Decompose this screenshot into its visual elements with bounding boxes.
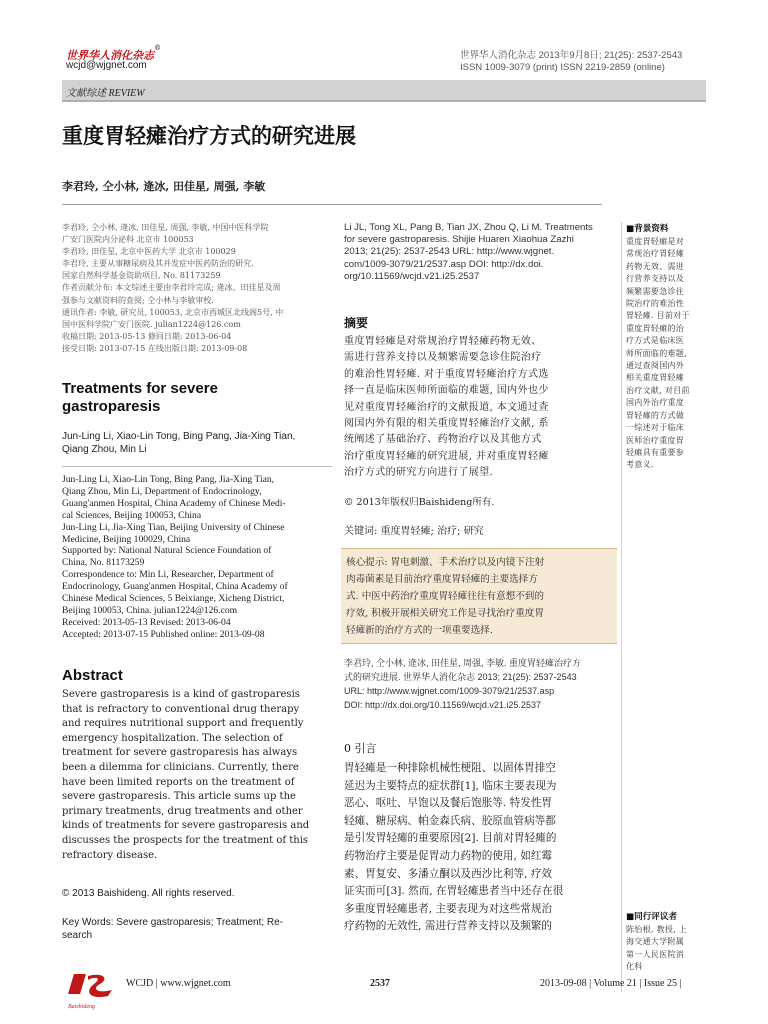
background-line: 相关重度胃轻瘫 (626, 373, 685, 383)
aff-en-line: Beijing 100053, China. julian1224@126.com (62, 604, 238, 616)
abstract-cn-line: 需进行营养支持以及频繁需要急诊住院治疗 (344, 352, 542, 364)
aff-en-line: China, No. 81173259 (62, 557, 145, 569)
citation-en (344, 222, 616, 283)
header-issn: ISSN 1009-3079 (print) ISSN 2219-2859 (online) (460, 62, 665, 73)
english-title-line: gastroparesis (62, 398, 161, 415)
background-body (626, 236, 708, 472)
intro-line: 药物治疗主要是促胃动力药物的使用, 如红霉 (344, 849, 553, 862)
aff-en-line: Jun-Ling Li, Jia-Xing Tian, Beijing University of Chinese (62, 521, 285, 533)
aff-en-line: Qiang Zhou, Min Li, Department of Endocrinology, (62, 485, 262, 497)
header-email: wcjd@wjgnet.com (66, 60, 147, 71)
core-tip-line: 式. 中医中药治疗重度胃轻瘫往往有意想不到的 (346, 591, 544, 602)
aff-cn-line: 收稿日期: 2013-05-13 修回日期: 2013-06-04 (62, 331, 232, 341)
citation-line: com/1009-3079/21/2537.asp DOI: http://dx.doi. (344, 258, 544, 270)
journal-logo-text: 世界华人消化杂志 (66, 49, 154, 62)
intro-line: 延迟为主要特点的症状群[1], 临床主要表现为 (344, 779, 557, 792)
intro-line: 素、胃复安、多潘立酮以及西沙比利等, 疗效 (344, 867, 553, 880)
footer-right: 2013-09-08 | Volume 21 | Issue 25 | (540, 978, 682, 989)
intro-heading: 0 引言 (344, 742, 377, 755)
background-line: 频繁需要急诊住 (626, 286, 685, 296)
background-line: 重度胃轻瘫是对 (626, 237, 685, 246)
publisher-logo (66, 968, 126, 1012)
section-bar (62, 80, 706, 100)
abstract-cn-line: 择一直是临床医师所面临的难题, 国内外也少 (344, 385, 549, 397)
copyright-cn: © 2013年版权归Baishideng所有. (344, 497, 495, 508)
abstract-line: refractory disease. (62, 849, 158, 861)
aff-cn-line: 作者贡献分布: 本文综述主要由李君玲完成; 逄冰、田佳星及周 (62, 283, 281, 293)
core-tip-text (346, 554, 616, 639)
intro-body (344, 760, 616, 936)
aff-en-line: Received: 2013-05-13 Revised: 2013-06-04 (62, 616, 231, 628)
background-heading: ■背景资料 (626, 224, 669, 234)
aff-cn-line: 通讯作者: 李敏, 研究员, 100053, 北京市西城区北线阁5号, 中 (62, 307, 284, 317)
aff-cn-line: 接受日期: 2013-07-15 在线出版日期: 2013-09-08 (62, 343, 248, 353)
background-line: 常规治疗胃轻瘫 (626, 249, 685, 259)
intro-line: 恶心、呕吐、早饱以及餐后饱胀等. 特发性胃 (344, 797, 553, 810)
abstract-cn-line: 治疗重度胃轻瘫的研究进展, 并对重度胃轻瘫 (344, 450, 549, 462)
background-line: 胃轻瘫. 目前对于 (626, 311, 690, 321)
abstract-line: have been limited reports on the treatment of (62, 776, 295, 788)
peer-reviewer-line: 第一人民医院消 (626, 949, 685, 959)
copyright-en: © 2013 Baishideng. All rights reserved. (62, 888, 235, 899)
aff-en-line: Accepted: 2013-07-15 Published online: 2013-09-08 (62, 628, 265, 640)
aff-cn-line: 李君玲, 田佳星, 北京中医药大学 北京市 100029 (62, 247, 236, 257)
core-tip-line: 轻瘫新的治疗方式的一项重要选择. (346, 625, 493, 636)
registered-mark: ® (154, 44, 161, 52)
sidebar-divider (621, 222, 622, 992)
background-line: 行营养支持以及 (626, 274, 685, 284)
abstract-cn-heading: 摘要 (344, 316, 369, 330)
section-label: 文献综述 REVIEW (66, 88, 145, 99)
core-tip-line: 肉毒菌素是目前治疗重度胃轻瘫的主要选择方 (346, 574, 538, 585)
abstract-cn-line: 阅国内外有限的相关重度胃轻瘫治疗文献, 系 (344, 418, 549, 430)
footer-page-number: 2537 (370, 978, 390, 989)
affiliations-en (62, 474, 334, 641)
aff-en-line: Medicine, Beijing 100029, China (62, 533, 191, 545)
authors-rule (62, 466, 332, 467)
abstract-cn-line: 统阐述了基础治疗、药物治疗以及其他方式 (344, 434, 542, 446)
intro-line: 胃轻瘫是一种排除机械性梗阻、以固体胃排空 (344, 762, 556, 774)
publisher-logo-text: Baishideng (68, 1004, 95, 1010)
aff-cn-line: 李君玲, 主要从事糖尿病及其并发症中医药防治的研究. (62, 259, 254, 269)
citation-line: for severe gastroparesis. Shijie Huaren Xiaohua Zazhi (344, 234, 574, 246)
background-line: 师所面临的难题, (626, 348, 687, 358)
aff-cn-line: 国家自然科学基金资助项目, No. 81173259 (62, 271, 221, 281)
aff-cn-line: 强参与文献资料的查阅; 仝小林与李敏审校. (62, 295, 214, 305)
peer-reviewer-line: 陈怡根, 教授, 上 (626, 925, 688, 934)
citation-cn-line: 式的研究进展. 世界华人消化杂志 2013; 21(25): 2537-2543 (344, 672, 577, 682)
abstract-line: that is refractory to conventional drug therapy (62, 703, 300, 715)
abstract-heading: Abstract (62, 667, 123, 684)
abstract-line: kinds of treatments for severe gastroparesis and (62, 820, 310, 832)
peer-reviewer-line: 化科 (626, 962, 643, 972)
abstract-cn-line: 重度胃轻瘫是对常规治疗胃轻瘫药物无效、 (344, 336, 542, 347)
background-line: 国内外治疗重度 (626, 398, 685, 408)
abstract-line: been a dilemma for clinicians. Currently, there (62, 761, 299, 773)
abstract-line: Severe gastroparesis is a kind of gastroparesis (62, 689, 300, 700)
abstract-line: and requires nutritional support and frequently (62, 718, 304, 730)
aff-en-line: Correspondence to: Min Li, Researcher, Department of (62, 569, 274, 581)
abstract-cn-body (344, 334, 616, 482)
background-line: 胃轻瘫的方式做 (626, 410, 685, 420)
abstract-line: severe gastroparesis. This article sums up the (62, 791, 296, 803)
abstract-cn-line: 见对重度胃轻瘫治疗的文献报道, 本文通过查 (344, 401, 549, 413)
keywords-en (62, 916, 283, 942)
background-line: 一综述对于临床 (626, 423, 685, 433)
core-tip-line: 核心提示: 胃电刺激、手术治疗以及内镜下注射 (346, 557, 545, 568)
intro-line: 是引发胃轻瘫的重要原因[2]. 目前对胃轻瘫的 (344, 832, 557, 845)
aff-cn-line: 国中医科学院广安门医院. julian1224@126.com (62, 319, 241, 329)
keywords-cn: 关键词: 重度胃轻瘫; 治疗; 研究 (344, 526, 484, 537)
abstract-line: discusses the prospects for the treatment of this (62, 834, 309, 846)
section-bar-accent (62, 100, 706, 102)
citation-cn (344, 656, 624, 712)
peer-reviewer-heading: ■同行评议者 (626, 912, 678, 922)
intro-line: 疗药物的无效性, 需进行营养支持以及频繁的 (344, 920, 553, 933)
intro-line: 证实而可[3]. 然而, 在胃轻瘫患者当中还存在很 (344, 885, 564, 898)
citation-line: org/10.11569/wcjd.v21.i25.2537 (344, 270, 480, 282)
header-citation: 世界华人消化杂志 2013年9月8日; 21(25): 2537-2543 (460, 50, 683, 61)
aff-cn-line: 广安门医院内分泌科 北京市 100053 (62, 235, 194, 245)
intro-line: 多重度胃轻瘫患者, 主要表现为对这些常规治 (344, 902, 553, 915)
background-line: 重度胃轻瘫的治 (626, 323, 685, 333)
aff-en-line: Endocrinology, Guang'anmen Hospital, China Academy of (62, 581, 288, 593)
english-title-line: Treatments for severe (62, 380, 218, 397)
background-line: 药物无效、需进 (626, 261, 685, 271)
keywords-line: Key Words: Severe gastroparesis; Treatment; Re- (62, 917, 284, 928)
abstract-cn-line: 治疗方式的研究方向进行了展望. (344, 467, 494, 479)
abstract-line: treatment for severe gastroparesis has always (62, 747, 298, 759)
page-title: 重度胃轻瘫治疗方式的研究进展 (62, 123, 356, 148)
english-title (62, 380, 218, 416)
background-line: 疗方式是临床医 (626, 336, 685, 346)
english-authors-line: Jun-Ling Li, Xiao-Lin Tong, Bing Pang, Jia-Xing Tian, (62, 431, 296, 442)
citation-line: Li JL, Tong XL, Pang B, Tian JX, Zhou Q, Li M. Treatments (344, 222, 593, 233)
background-line: 院治疗的难治性 (626, 299, 685, 309)
aff-en-line: Chinese Medical Sciences, 5 Beixiange, Xicheng District, (62, 593, 285, 605)
background-line: 医师治疗重度胃 (626, 435, 685, 445)
aff-en-line: Supported by: National Natural Science Foundation of (62, 545, 272, 557)
background-line: 轻瘫具有重要参 (626, 447, 685, 457)
abstract-body (62, 688, 334, 863)
title-rule (62, 204, 602, 205)
abstract-cn-line: 的难治性胃轻瘫. 对于重度胃轻瘫治疗方式选 (344, 368, 549, 380)
abstract-line: primary treatments, drug treatments and other (62, 805, 303, 817)
citation-cn-line: 李君玲, 仝小林, 逄冰, 田佳星, 周强, 李敏. 重度胃轻瘫治疗方 (344, 658, 582, 668)
citation-cn-line: DOI: http://dx.doi.org/10.11569/wcjd.v21.i25.2537 (344, 700, 541, 710)
intro-line: 轻瘫、糖尿病、帕金森氏病、胶原血管病等都 (344, 814, 556, 827)
background-line: 治疗文献, 对目前 (626, 385, 690, 395)
keywords-line: search (62, 930, 93, 941)
background-line: 考意义. (626, 460, 654, 470)
footer-left: WCJD | www.wjgnet.com (126, 978, 231, 989)
core-tip-line: 疗效, 积极开展相关研究工作是寻找治疗重度胃 (346, 608, 544, 619)
aff-en-line: Guang'anmen Hospital, China Academy of Chinese Medi- (62, 497, 286, 509)
aff-en-line: Jun-Ling Li, Xiao-Lin Tong, Bing Pang, Jia-Xing Tian, (62, 474, 275, 485)
abstract-line: emergency hospitalization. The selection of (62, 732, 283, 744)
aff-en-line: cal Sciences, Beijing 100053, China (62, 509, 202, 521)
english-authors-line: Qiang Zhou, Min Li (62, 444, 147, 455)
citation-cn-line: URL: http://www.wjgnet.com/1009-3079/21/2537.asp (344, 686, 555, 696)
peer-reviewer-body (626, 924, 708, 974)
aff-cn-line: 李君玲, 仝小林, 逄冰, 田佳星, 周强, 李敏, 中国中医科学院 (62, 223, 269, 232)
english-authors (62, 430, 295, 456)
authors-cn: 李君玲, 仝小林, 逄冰, 田佳星, 周强, 李敏 (62, 180, 266, 193)
publisher-logo-icon (66, 968, 126, 1002)
peer-reviewer-line: 海交通大学附属 (626, 937, 685, 947)
affiliations-cn (62, 222, 334, 355)
background-line: 通过查阅国内外 (626, 361, 685, 371)
citation-line: 2013; 21(25): 2537-2543 URL: http://www.wjgnet. (344, 246, 555, 258)
